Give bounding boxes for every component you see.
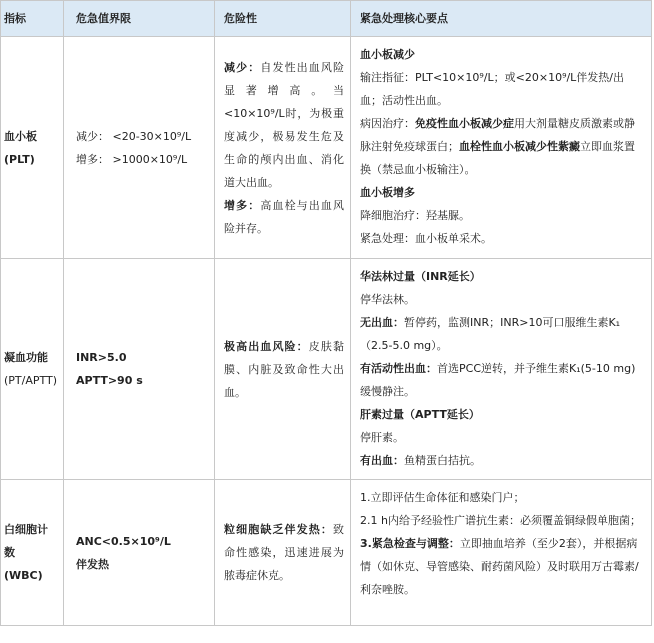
indicator-cell (1, 37, 64, 259)
action-part: 3.紧急检查与调整： (360, 537, 460, 550)
threshold-value: 增多： >1000×10⁹/L (76, 152, 188, 166)
action-part: 立即抽血培养（至少2套），并根据病情（如休克、导管感染、耐药菌风险）及时联用万古霉素/利奈唑胺。 (360, 537, 639, 596)
action-part: 免疫性血小板减少症 (415, 117, 514, 130)
action-line: 停肝素。 (360, 431, 404, 444)
action-part: 有出血： (360, 454, 404, 467)
risk-label: 增多： (224, 198, 261, 212)
actions-cell (351, 37, 652, 259)
risk-text: 高血栓与出血风险并存。 (224, 198, 345, 235)
indicator-cell (1, 480, 64, 626)
risk-paragraph (224, 194, 344, 240)
header-actions: 紧急处理核心要点 (351, 1, 652, 37)
table-row (1, 480, 652, 626)
threshold-cell (64, 480, 215, 626)
risk-label: 极高出血风险： (224, 339, 309, 353)
risk-label: 减少： (224, 60, 261, 74)
risk-label: 粒细胞缺乏伴发热： (224, 523, 333, 536)
risk-cell (215, 37, 351, 259)
risk-text: 皮肤黏膜、内脏及致命性大出血。 (224, 339, 345, 399)
action-line: 2.1 h内给予经验性广谱抗生素：必须覆盖铜绿假单胞菌； (360, 514, 641, 527)
header-row (1, 1, 652, 37)
action-line: 输注指征：PLT<10×10⁹/L；或<20×10⁹/L伴发热/出血；活动性出血。 (360, 71, 625, 107)
threshold-cell (64, 259, 215, 480)
action-line: 1.立即评估生命体征和感染门户； (360, 491, 525, 504)
header-risk: 危险性 (215, 1, 351, 37)
action-part: 血栓性血小板减少性紫癜 (459, 140, 580, 153)
indicator-text: (WBC) (4, 569, 43, 582)
risk-paragraph (224, 518, 344, 587)
actions-cell (351, 480, 652, 626)
indicator-cell (1, 259, 64, 480)
table-row (1, 37, 652, 259)
action-part: 暂停药，监测INR；INR>10可口服维生素K₁（2.5-5.0 mg）。 (360, 316, 621, 352)
action-line (360, 357, 645, 403)
threshold-cell (64, 37, 215, 259)
action-line: 紧急处理：血小板单采术。 (360, 232, 492, 245)
threshold-value: 减少： <20-30×10⁹/L (76, 129, 192, 143)
action-part: 立即血浆置换（禁忌血小板输注）。 (360, 140, 635, 176)
risk-text: 自发性出血风险显著增高。当<10×10⁹/L时，为极重度减少，极易发生危及生命的颅内出血、消化道大出血。 (224, 60, 345, 189)
risk-cell (215, 480, 351, 626)
actions-cell (351, 259, 652, 480)
action-heading: 血小板增多 (360, 186, 415, 199)
action-part: 用大剂量糖皮质激素或静脉注射免疫球蛋白； (360, 117, 635, 153)
action-part: 有活动性出血： (360, 362, 437, 375)
risk-paragraph (224, 335, 344, 404)
action-line (360, 449, 645, 472)
threshold-value: ANC<0.5×10⁹/L (76, 534, 171, 548)
action-heading: 肝素过量（APTT延长） (360, 408, 480, 421)
indicator-text: (PT/APTT) (4, 374, 58, 387)
action-part: 无出血： (360, 316, 404, 329)
action-line: 降细胞治疗：羟基脲。 (360, 209, 470, 222)
action-part: 病因治疗： (360, 117, 415, 130)
action-line (360, 112, 645, 181)
action-part: 鱼精蛋白拮抗。 (404, 454, 481, 467)
action-line: 停华法林。 (360, 293, 415, 306)
risk-cell (215, 259, 351, 480)
action-line (360, 311, 645, 357)
action-heading: 华法林过量（INR延长） (360, 270, 481, 283)
action-line (360, 532, 645, 601)
indicator-text: 血小板 (PLT) (4, 129, 37, 166)
indicator-text: 白细胞计数 (4, 523, 48, 559)
risk-text: 致命性感染，迅速进展为脓毒症休克。 (224, 523, 344, 582)
header-indicator: 指标 (1, 1, 64, 37)
threshold-value: 伴发热 (76, 557, 109, 571)
table-row (1, 259, 652, 480)
action-heading: 血小板减少 (360, 48, 415, 61)
threshold-value: APTT>90 s (76, 374, 143, 387)
header-threshold: 危急值界限 (64, 1, 215, 37)
indicator-text: 凝血功能 (4, 351, 48, 364)
action-part: 首选PCC逆转，并予维生素K₁(5-10 mg)缓慢静注。 (360, 362, 636, 398)
threshold-value: INR>5.0 (76, 351, 127, 364)
risk-paragraph (224, 56, 344, 194)
